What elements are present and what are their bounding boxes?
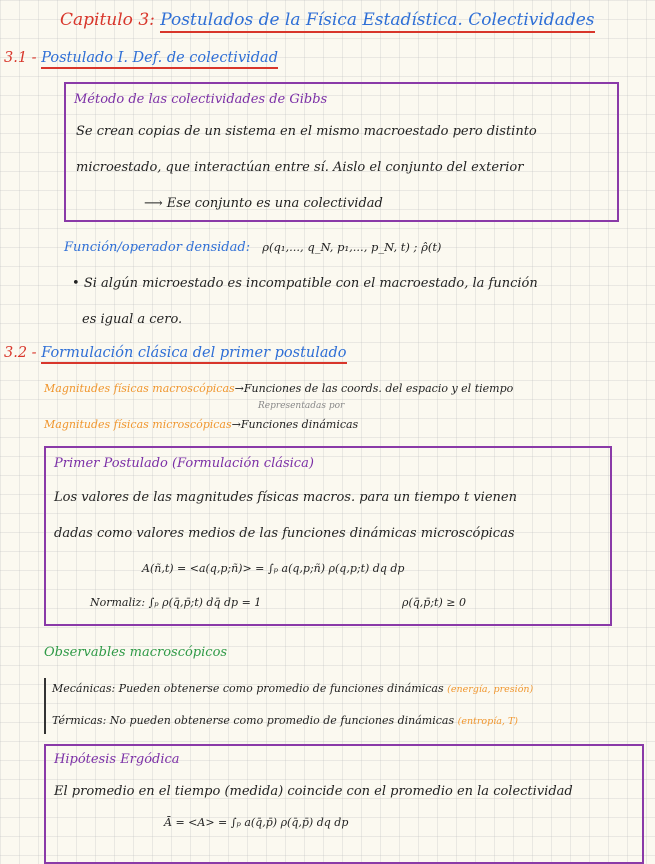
observables-bracket <box>44 678 46 734</box>
thermal-example: (entropía, T) <box>457 716 519 727</box>
density-label: Función/operador densidad: <box>64 240 251 255</box>
first-postulate-line-1: Los valores de las magnitudes físicas macros. para un tiempo t vienen <box>54 490 517 505</box>
chapter-topic: Postulados de la Física Estadística. Colectividades <box>160 10 594 33</box>
thermal-line <box>52 714 518 727</box>
micro-label: Magnitudes físicas microscópicas <box>44 418 232 431</box>
ergodic-heading: Hipótesis Ergódica <box>54 752 180 767</box>
represented-by-note: Representadas por <box>258 401 345 411</box>
first-postulate-line-2: dadas como valores medios de las funciones dinámicas microscópicas <box>54 526 515 541</box>
arrow-icon: → <box>231 418 241 431</box>
gibbs-line-3 <box>144 196 383 211</box>
bullet-icon: • <box>72 276 80 291</box>
ergodic-hypothesis-box <box>44 744 644 864</box>
section-1-heading <box>4 50 278 66</box>
macro-desc: Funciones de las coords. del espacio y el tiempo <box>243 382 514 395</box>
density-line <box>64 240 441 255</box>
section-2-number: 3.2 - <box>4 345 37 361</box>
gibbs-method-heading: Método de las colectividades de Gibbs <box>74 92 328 107</box>
section-1-number: 3.1 - <box>4 50 37 66</box>
mechanical-text: Pueden obtenerse como promedio de funciones dinámicas <box>118 682 444 695</box>
section-2-title: Formulación clásica del primer postulado <box>41 345 346 364</box>
gibbs-line-2: microestado, que interactúan entre sí. Aislo el conjunto del exterior <box>76 160 524 175</box>
thermal-text: No pueden obtenerse como promedio de funciones dinámicas <box>109 714 455 727</box>
thermal-label: Térmicas: <box>52 714 107 727</box>
micro-desc: Funciones dinámicas <box>240 418 359 431</box>
bullet-line-1 <box>72 276 538 291</box>
macro-magnitudes-line <box>44 382 513 395</box>
micro-magnitudes-line <box>44 418 358 431</box>
chapter-label: Capitulo 3: <box>60 10 155 30</box>
page-title <box>60 10 595 30</box>
section-1-title: Postulado I. Def. de colectividad <box>41 50 278 69</box>
positivity-formula: ρ(q̄,p̄;t) ≥ 0 <box>402 596 466 609</box>
gibbs-method-box <box>64 82 619 222</box>
arrow-icon: ⟶ <box>144 196 163 211</box>
gibbs-line-1: Se crean copias de un sistema en el mismo macroestado pero distinto <box>76 124 537 139</box>
ergodic-line-1: El promedio en el tiempo (medida) coincide con el promedio en la colectividad <box>54 784 573 799</box>
arrow-icon: → <box>234 382 244 395</box>
first-postulate-heading: Primer Postulado (Formulación clásica) <box>54 456 314 471</box>
density-formula: ρ(q₁,..., q_N, p₁,..., p_N, t) ; ρ̂(t) <box>262 240 442 254</box>
ergodic-formula: Ā = <A> = ∫ₚ a(q̄,p̄) ρ(q̄,p̄) dq dp <box>164 816 349 829</box>
mechanical-label: Mecánicas: <box>52 682 116 695</box>
bullet-text-1: Si algún microestado es incompatible con el macroestado, la función <box>83 276 538 291</box>
bullet-text-2: es igual a cero. <box>82 312 183 327</box>
mechanical-example: (energía, presión) <box>447 684 534 695</box>
observables-heading: Observables macroscópicos <box>44 645 228 660</box>
first-postulate-box <box>44 446 612 626</box>
mechanical-line <box>52 682 533 695</box>
gibbs-line-3-text: Ese conjunto es una colectividad <box>166 196 383 211</box>
macro-label: Magnitudes físicas macroscópicas <box>44 382 235 395</box>
section-2-heading <box>4 345 347 361</box>
normalization-formula: Normaliz: ∫ₚ ρ(q̄,p̄;t) dq̄ dp = 1 <box>90 596 262 609</box>
mean-value-formula: A(ñ,t) = <a(q,p;ñ)> = ∫ₚ a(q,p;ñ) ρ(q,p;t) dq dp <box>142 562 405 575</box>
